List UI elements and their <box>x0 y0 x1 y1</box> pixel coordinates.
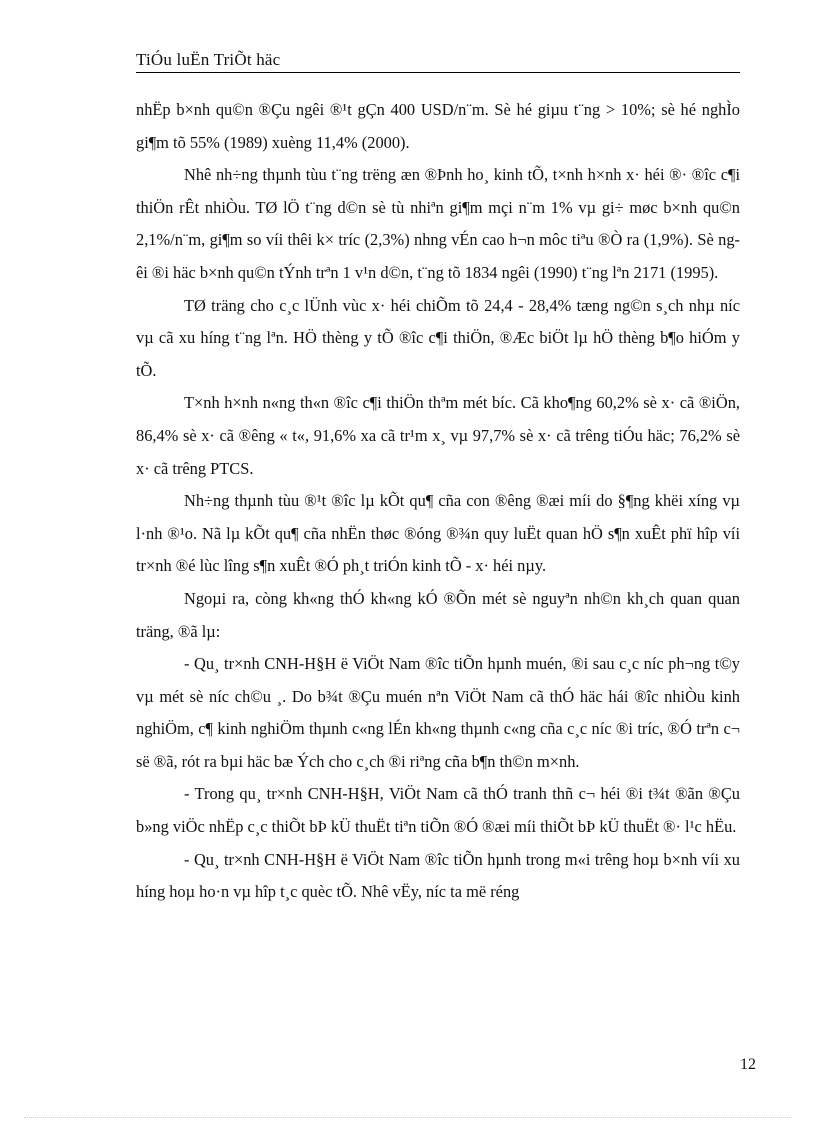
page-edge-divider <box>24 1117 792 1118</box>
list-item-paragraph: - Qu¸ tr×nh CNH-H§H ë ViÖt Nam ®îc tiÕn hµnh trong m«i trêng hoµ b×nh víi xu híng hoµ ho·n vµ hîp t¸c quèc tÕ. Nhê vËy, níc ta më réng <box>136 849 740 902</box>
paragraph: T×nh h×nh n«ng th«n ®îc c¶i thiÖn thªm mét bíc. Cã kho¶ng 60,2% sè x· cã ®iÖn, 86,4% sè x· cã ®êng « t«, 91,6% xa cã tr¹m x¸ vµ 97,7% sè x· cã trêng tiÓu häc; 76,2% sè x· cã trêng PTCS. <box>136 393 740 478</box>
header-title: TiÓu luËn TriÕt häc <box>136 50 281 69</box>
paragraph: Nhê nh÷ng thµnh tùu t¨ng trëng æn ®Þnh ho¸ kinh tÕ, t×nh h×nh x· héi ®· ®îc c¶i thiÖn rÊt nhiÒu. TØ lÖ t¨ng d©n sè tù nhiªn gi¶m mçi n¨m 1% vµ gi÷ møc b×nh qu©n 2,1%/n¨m, gi¶m so víi thêi k× tríc (2,3%) nhng vÉn cao h¬n môc tiªu ®Ò ra (1,9%). Sè ngêi ®i häc b×nh qu©n tÝnh trªn 1 v¹n d©n, t¨ng tõ 1834 ngêi (1990) t¨ng lªn 2171 (1995). <box>136 165 740 282</box>
paragraph: Ngoµi ra, còng kh«ng thÓ kh«ng kÓ ®Õn mét sè nguyªn nh©n kh¸ch quan quan träng, ®ã lµ: <box>136 588 740 641</box>
paragraph: Nh÷ng thµnh tùu ®¹t ®îc lµ kÕt qu¶ cña con ®êng ®æi míi do §¶ng khëi xíng vµ l·nh ®¹o. Nã lµ kÕt qu¶ cña nhËn thøc ®óng ®¾n quy luËt quan hÖ s¶n xuÊt phï hîp víi tr×nh ®é lùc lîng s¶n xuÊt ®Ó ph¸t triÓn kinh tÕ - x· héi nµy. <box>136 491 740 576</box>
page-number: 12 <box>740 1056 756 1073</box>
paragraph: TØ träng cho c¸c lÜnh vùc x· héi chiÕm tõ 24,4 - 28,4% tæng ng©n s¸ch nhµ níc vµ cã xu híng t¨ng lªn. HÖ thèng y tÕ ®îc c¶i thiÖn, ®Æc biÖt lµ hÖ thèng b¶o hiÓm y tÕ. <box>136 295 740 380</box>
running-header <box>136 50 740 73</box>
list-item-paragraph: - Qu¸ tr×nh CNH-H§H ë ViÖt Nam ®îc tiÕn hµnh muén, ®i sau c¸c níc ph¬ng t©y vµ mét sè níc ch©u ¸. Do b¾t ®Çu muén nªn ViÖt Nam cã thÓ häc hái ®îc nhiÒu kinh nghiÖm, c¶ kinh nghiÖm thµnh c«ng lÉn kh«ng thµnh c«ng cña c¸c níc ®i tríc, ®Ó trªn c¬ së ®ã, rót ra bµi häc bæ Ých cho c¸ch ®i riªng cña b¶n th©n m×nh. <box>136 654 740 771</box>
list-item-paragraph: - Trong qu¸ tr×nh CNH-H§H, ViÖt Nam cã thÓ tranh thñ c¬ héi ®i t¾t ®ãn ®Çu b»ng viÖc nhËp c¸c thiÕt bÞ kÜ thuËt tiªn tiÕn ®Ó ®æi míi thiÕt bÞ kÜ thuËt ®· l¹c hËu. <box>136 784 740 837</box>
paragraph: nhËp b×nh qu©n ®Çu ngêi ®¹t gÇn 400 USD/n¨m. Sè hé giµu t¨ng > 10%; sè hé nghÌo gi¶m tõ 55% (1989) xuèng 11,4% (2000). <box>136 100 740 152</box>
body-text <box>136 94 740 909</box>
